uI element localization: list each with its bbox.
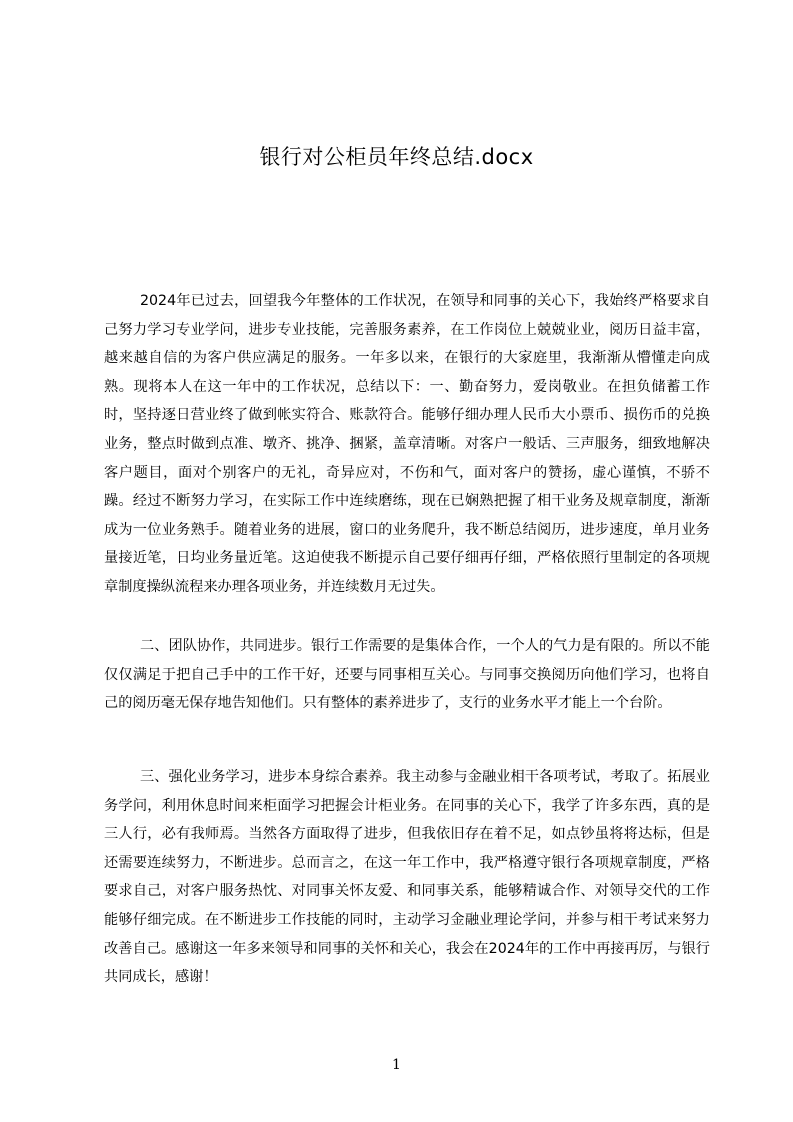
page-number: 1 [392,1057,401,1073]
paragraph-study: 三、强化业务学习，进步本身综合素养。我主动参与金融业相干各项考试，考取了。拓展业务学问，利用休息时间来柜面学习把握会计柜业务。在同事的关心下，我学了许多东西，真的是三人行，必有我师焉。当然各方面取得了进步，但我依旧存在着不足，如点钞虽将将达标，但是还需要连续努力，不断进步。总而言之，在这一年工作中，我严格遵守银行各项规章制度，严格要求自己，对客户服务热忱、对同事关怀友爱、和同事关系，能够精诚合作、对领导交代的工作能够仔细完成。在不断进步工作技能的同时，主动学习金融业理论学问，并参与相干考试来努力改善自己。感谢这一年多来领导和同事的关怀和关心，我会在2024年的工作中再接再厉，与银行共同成长，感谢！ [104,769,710,986]
paragraph-teamwork: 二、团队协作，共同进步。银行工作需要的是集体合作，一个人的气力是有限的。所以不能仅仅满足于把自己手中的工作干好，还要与同事相互关心。与同事交换阅历向他们学习，也将自己的阅历毫无保存地告知他们。只有整体的素养进步了，支行的业务水平才能上一个台阶。 [104,638,710,712]
paragraph-summary-intro: 2024年已过去，回望我今年整体的工作状况，在领导和同事的关心下，我始终严格要求自己努力学习专业学问，进步专业技能，完善服务素养，在工作岗位上兢兢业业，阅历日益丰富，越来越自信的为客户供应满足的服务。一年多以来，在银行的大家庭里，我渐渐从懵懂走向成熟。现将本人在这一年中的工作状况，总结以下：一、勤奋努力，爱岗敬业。在担负储蓄工作时，坚持逐日营业终了做到帐实符合、账款符合。能够仔细办理人民币大小票币、损伤币的兑换业务，整点时做到点准、墩齐、挑净、捆紧，盖章清晰。对客户一般话、三声服务，细致地解决客户题目，面对个别客户的无礼，奇异应对，不伤和气，面对客户的赞扬，虚心谨慎，不骄不躁。经过不断努力学习，在实际工作中连续磨练，现在已娴熟把握了相干业务及规章制度，渐渐成为一位业务熟手。随着业务的进展，窗口的业务爬升，我不断总结阅历，进步速度，单月业务量接近笔，日均业务量近笔。这迫使我不断提示自己要仔细再仔细，严格依照行里制定的各项规章制度操纵流程来办理各项业务，并连续数月无过失。 [104,293,710,595]
page-title: 银行对公柜员年终总结.docx [259,145,534,169]
